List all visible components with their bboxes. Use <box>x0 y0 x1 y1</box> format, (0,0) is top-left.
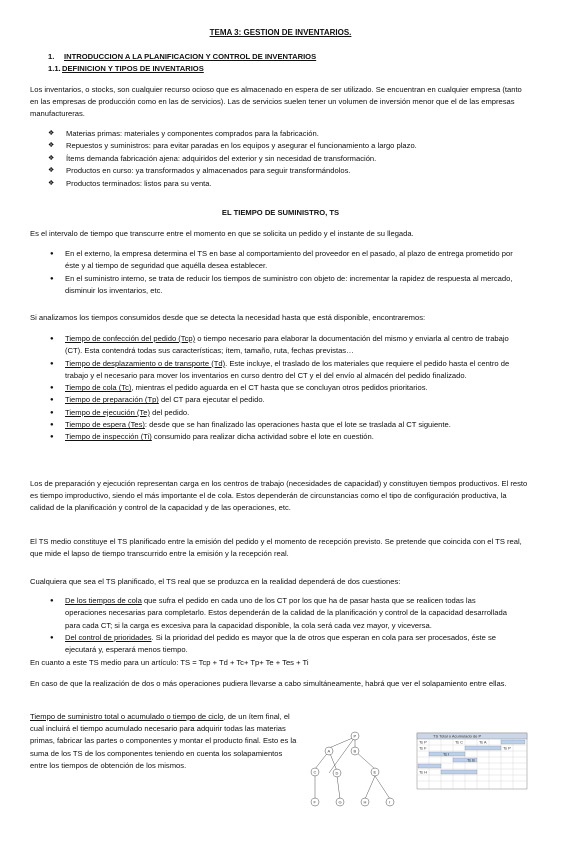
list-item <box>48 407 518 419</box>
term: Tiempo de cola (Tc) <box>65 383 132 393</box>
section-title: INTRODUCCION A LA PLANIFICACION Y CONTROL DE INVENTARIOS <box>64 52 317 61</box>
term: Tiempo de desplazamiento o de transporte (Td) <box>65 358 226 368</box>
tree-edge <box>375 776 390 799</box>
table-label: Ts I <box>443 751 450 757</box>
tree-node-a <box>325 747 333 755</box>
term: Tiempo de inspección (Ti) <box>65 432 152 442</box>
table-label: Ts C <box>455 739 463 745</box>
node-label: I <box>389 799 391 805</box>
tree-edge <box>365 776 375 799</box>
tree-node-d <box>333 769 341 777</box>
list-item: ❖ Repuestos y suministros: para evitar paradas en los equipos y asegurar el funcionamiento a largo plazo. <box>48 140 518 152</box>
node-label: F <box>313 799 316 805</box>
node-label: E <box>373 769 377 775</box>
term: Tiempo de suministro total o acumulado o tiempo de ciclo <box>30 712 224 721</box>
term: Del control de prioridades <box>65 632 152 642</box>
list-item: ❖ Ítems demanda fabricación ajena: adquiridos del exterior y sin necesidad de transformación. <box>48 153 518 165</box>
total-lead-time-paragraph <box>30 711 300 772</box>
table-label: Ts A <box>479 739 487 745</box>
term: Tiempo de espera (Tes) <box>65 420 145 430</box>
term-desc: del pedido. <box>149 407 190 417</box>
questions-list <box>48 595 518 656</box>
intro-paragraph: Los inventarios, o stocks, son cualquier recurso ocioso que es almacenado en espera de ser utilizado. Se encuentran en cualquier empresa (tanto en las empresas de producción como en las de servicios). Las de servicios suelen tener un volumen de inversión menor que el de las empresas manufactureras. <box>30 85 522 119</box>
list-item <box>48 419 518 431</box>
list-item <box>48 394 518 406</box>
term-desc: consumido para realizar dicha actividad sobre el lote en cuestión. <box>151 432 374 442</box>
tree-node-i <box>386 798 394 806</box>
section-number: 1.1. <box>48 64 61 73</box>
list-item <box>48 382 518 394</box>
list-item: ❖ Productos terminados: listos para su venta. <box>48 178 518 190</box>
prep-paragraph: Los de preparación y ejecución representan carga en los centros de trabajo (necesidades de capacidad) y constituyen tiempos productivos. El resto es tiempo improductivo, siendo el más importante el de cola. Estos dependerán de circunstancias como el tipo de configuración productiva, la calidad de la planificación y control de la capacidad y de las operaciones, etc. <box>30 479 528 513</box>
list-item <box>48 431 518 443</box>
list-item <box>48 333 518 358</box>
tree-node-c <box>311 768 319 776</box>
node-label: H <box>363 799 367 805</box>
table-label: Ts B <box>467 757 475 763</box>
table-label: Ts P <box>419 739 427 745</box>
overlap-paragraph: En caso de que la realización de dos o más operaciones pudiera llevarse a cabo simultáneamente, habrá que ver el solapamiento entre ellas. <box>30 679 507 688</box>
table-label: Ts P <box>503 745 511 751</box>
lead-time-diagram <box>305 731 530 813</box>
tree-node-f <box>311 798 319 806</box>
table-title: TS Total o Acumulado de P <box>433 733 482 739</box>
list-item <box>48 595 518 632</box>
node-label: C <box>313 769 317 775</box>
term: De los tiempos de cola <box>65 596 142 605</box>
term: Tiempo de confección del pedido (Tcp) <box>65 334 196 343</box>
term: Tiempo de ejecución (Te) <box>65 407 150 417</box>
tree-node-p <box>351 732 359 740</box>
table-bar <box>418 764 441 768</box>
list-item: ❖ Materias primas: materiales y componentes comprados para la fabricación. <box>48 128 518 140</box>
inventory-types-list <box>48 128 518 190</box>
term-desc: . Si la prioridad del pedido es mayor que la de otros que esperan en cola para ser procesados, éste se ejecutará y, esperará menos tiempo. <box>65 632 496 655</box>
section-title: DEFINICION Y TIPOS DE INVENTARIOS <box>62 64 204 73</box>
section-heading-1 <box>48 52 316 61</box>
lead-time-table <box>417 733 527 789</box>
term-desc: del CT para ejecutar el pedido. <box>158 395 265 405</box>
term-desc: o tiempo necesario para elaborar la documentación del mismo y enviarla al centro de trabajo (CT). Esta contendrá todas sus características; ítem, tamaño, ruta, fechas previstas… <box>65 334 509 356</box>
table-bar <box>441 770 477 774</box>
tree-node-g <box>336 798 344 806</box>
tree-node-b <box>351 747 359 755</box>
term-desc: , de un ítem final, el cual incluirá el tiempo acumulado necesario para adquirir todas las materias primas, fabricar las partes o componentes y montar el producto final. Esto es la suma de los TS de los componentes teniendo en cuenta los solapamientos entre los tiempos de obtención de los mismos. <box>30 712 297 770</box>
tree-node-h <box>361 798 369 806</box>
node-label: P <box>353 733 357 739</box>
ts-heading: EL TIEMPO DE SUMINISTRO, TS <box>221 208 340 217</box>
table-bar <box>465 746 501 750</box>
tree-node-e <box>371 768 379 776</box>
term-desc: . Este incluye, el traslado de los materiales que requiere el pedido hasta el centro de trabajo y el necesario para mover los inventarios en curso dentro del CT y el del envío al almacén del pedido finalizado. <box>65 358 510 380</box>
node-label: D <box>335 770 339 776</box>
list-item: ❖ Productos en curso: ya transformados y almacenados para seguir transformándolos. <box>48 165 518 177</box>
section-number: 1. <box>48 52 55 61</box>
table-bar <box>501 740 525 744</box>
node-label: G <box>338 799 342 805</box>
tree-edge <box>337 776 340 799</box>
times-list <box>48 333 518 444</box>
term-desc: , mientras el pedido aguarda en el CT hasta que se concluyan otros pedidos prioritarios. <box>131 383 428 393</box>
document-title: TEMA 3: GESTION DE INVENTARIOS. <box>209 28 352 37</box>
product-tree <box>315 737 390 799</box>
list-item: ● En el externo, la empresa determina el TS en base al comportamiento del proveedor en el pasado, al plazo de entrega prometido por éste y al tiempo de seguridad que aquélla desea establecer. <box>48 248 518 273</box>
node-label: A <box>327 748 331 754</box>
cualquiera-paragraph: Cualquiera que sea el TS planificado, el TS real que se produzca en la realidad dependerá de dos cuestiones: <box>30 577 401 586</box>
ts-cases-list <box>48 248 518 297</box>
tree-nodes <box>311 732 394 806</box>
list-item: ● En el suministro interno, se trata de reducir los tiempos de suministro con objeto de: incrementar la rapidez de respuesta al mercado, disminuir los inventarios, etc. <box>48 273 518 298</box>
table-label: Ts H <box>419 769 427 775</box>
section-heading-1-1 <box>48 64 204 73</box>
list-item <box>48 358 518 383</box>
ts-definition: Es el intervalo de tiempo que transcurre entre el momento en que se solicita un pedido y el instante de su llegada. <box>30 229 414 238</box>
term-desc: que sufra el pedido en cada uno de los CT por los que ha de pasar hasta que se realicen todas las operaciones necesarias para completarlo. Estos dependerán de la calidad de la planificación y control de la capacidad desarrollada para cada CT; si la carga es excesiva para la capacidad disponible, la cola será cada vez mayor, y viceversa. <box>65 596 507 630</box>
analysis-intro: Si analizamos los tiempos consumidos desde que se detecta la necesidad hasta que está disponible, encontraremos: <box>30 313 426 322</box>
list-item <box>48 632 518 657</box>
ts-medio-paragraph: El TS medio constituye el TS planificado entre la emisión del pedido y el momento de recepción previsto. Se pretende que coincida con el TS real, que mide el lapso de tiempo transcurrido entre la emisión y la recepción real. <box>30 537 522 559</box>
table-label: Ts F <box>419 745 427 751</box>
term-desc: : desde que se han finalizado las operaciones hasta que el lote se traslada al CT siguiente. <box>144 420 451 430</box>
node-label: B <box>353 748 357 754</box>
formula-paragraph: En cuanto a este TS medio para un artículo: TS = Tcp + Td + Tc+ Tp+ Te + Tes + Ti <box>30 658 309 667</box>
term: Tiempo de preparación (Tp) <box>65 395 159 405</box>
